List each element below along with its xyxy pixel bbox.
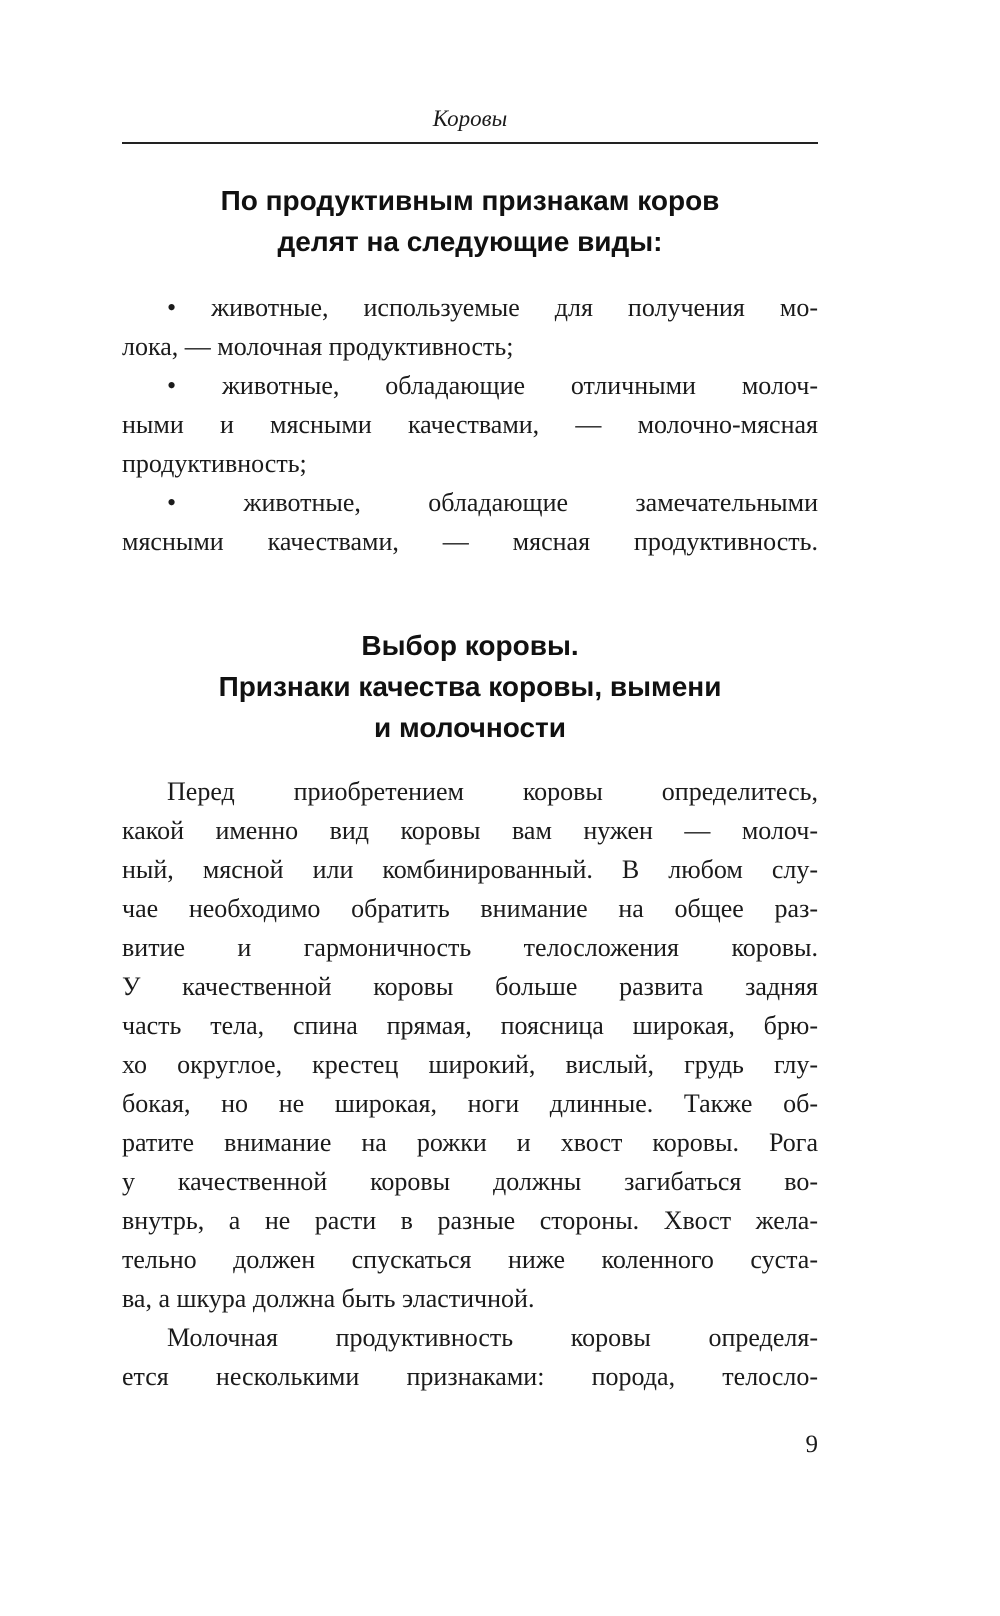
paragraph <box>122 772 818 1318</box>
text-line: продуктивность; <box>122 449 307 478</box>
text-line: • животные, используемые для получения мо- <box>167 293 818 322</box>
header-rule <box>122 142 818 144</box>
text-line: Перед приобретением коровы определитесь, <box>167 777 818 806</box>
text-line: ется несколькими признаками: порода, телосло- <box>122 1362 818 1391</box>
text-line: бокая, но не широкая, ноги длинные. Также об- <box>122 1089 818 1118</box>
text-line: ный, мясной или комбинированный. В любом слу- <box>122 855 818 884</box>
text-line: По продуктивным признакам коров <box>220 185 720 216</box>
text-line: чае необходимо обратить внимание на общее раз- <box>122 894 818 923</box>
text-line: часть тела, спина прямая, поясница широкая, брю- <box>122 1011 818 1040</box>
text-line: какой именно вид коровы вам нужен — молоч- <box>122 816 818 845</box>
text-line: ва, а шкура должна быть эластичной. <box>122 1284 535 1313</box>
text-line: Молочная продуктивность коровы определя- <box>167 1323 818 1352</box>
text-line: • животные, обладающие отличными молоч- <box>167 371 818 400</box>
bullet-item-milk <box>122 288 818 366</box>
text-line: Выбор коровы. <box>361 630 579 661</box>
bullet-item-meat <box>122 483 818 561</box>
chapter-heading <box>122 625 818 748</box>
page-number: 9 <box>805 1431 818 1458</box>
text-line: делят на следующие виды: <box>277 226 663 257</box>
text-line: Признаки качества коровы, вымени <box>218 671 722 702</box>
text-line: хо округлое, крестец широкий, вислый, грудь глу- <box>122 1050 818 1079</box>
text-line: ными и мясными качествами, — молочно-мясная <box>122 410 818 439</box>
text-line: ратите внимание на рожки и хвост коровы. Рога <box>122 1128 818 1157</box>
bullet-list <box>122 288 818 561</box>
paragraph <box>122 1318 818 1396</box>
text-line: внутрь, а не расти в разные стороны. Хвост жела- <box>122 1206 818 1235</box>
chapter-body <box>122 772 818 1396</box>
text-line: у качественной коровы должны загибаться во- <box>122 1167 818 1196</box>
bullet-item-milk-meat <box>122 366 818 483</box>
text-line: и молочности <box>374 712 566 743</box>
text-line: мясными качествами, — мясная продуктивность. <box>122 527 818 556</box>
text-line: • животные, обладающие замечательными <box>167 488 818 517</box>
text-line: У качественной коровы больше развита задняя <box>122 972 818 1001</box>
text-line: лока, — молочная продуктивность; <box>122 332 514 361</box>
text-line: тельно должен спускаться ниже коленного суста- <box>122 1245 818 1274</box>
page-content <box>122 0 818 1396</box>
text-line: витие и гармоничность телосложения коровы. <box>122 933 818 962</box>
running-head: Коровы <box>432 106 508 131</box>
section-heading <box>122 180 818 262</box>
